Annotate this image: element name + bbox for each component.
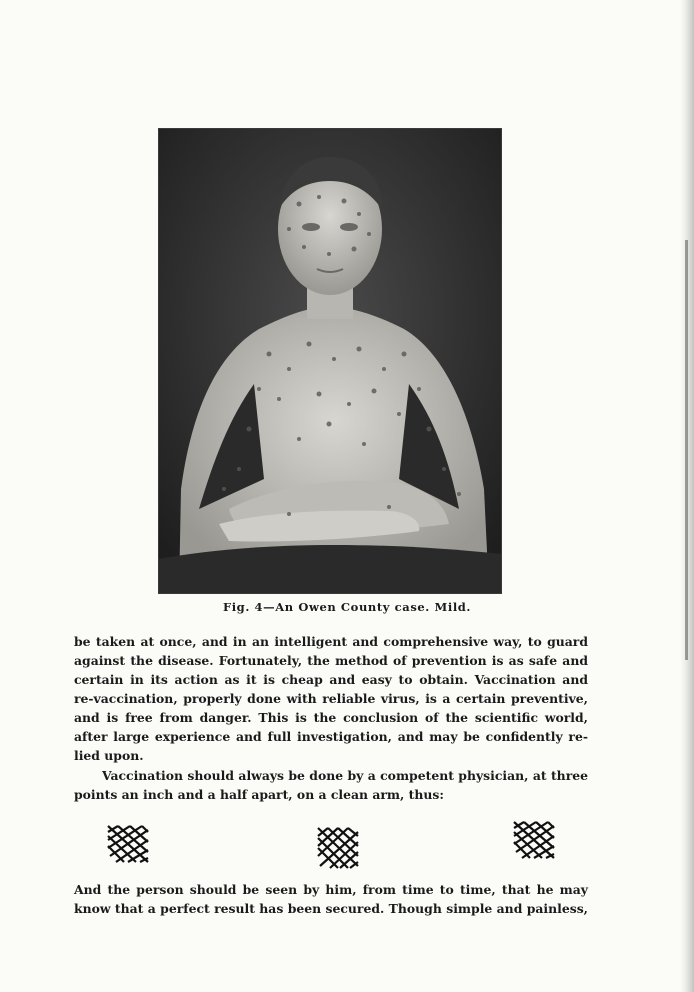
text-line: after large experience and full investigation, and may be confidently re- — [74, 729, 588, 744]
crosshatch-mark-icon — [512, 820, 556, 862]
text-line: against the disease. Fortunately, the method of prevention is as safe and — [74, 653, 588, 668]
crosshatch-mark-icon — [106, 824, 150, 866]
patient-photograph — [158, 128, 502, 594]
text-line: know that a perfect result has been secured. Though simple and painless, — [74, 901, 588, 916]
paragraph-3 — [74, 880, 588, 918]
crosshatch-mark-icon — [316, 826, 360, 870]
text-line: Vaccination should always be done by a competent physician, at three — [102, 768, 588, 783]
text-line: re-vaccination, properly done with reliable virus, is a certain preventive, — [74, 691, 588, 706]
photograph-illustration — [159, 129, 501, 593]
paragraph-1 — [74, 632, 588, 765]
text-line: lied upon. — [74, 748, 144, 763]
text-line: certain in its action as it is cheap and easy to obtain. Vaccination and — [74, 672, 588, 687]
text-line: points an inch and a half apart, on a clean arm, thus: — [74, 787, 444, 802]
text-line: be taken at once, and in an intelligent and comprehensive way, to guard — [74, 634, 588, 649]
page-edge-line — [685, 240, 688, 660]
vaccination-marks — [0, 820, 694, 870]
text-line: and is free from danger. This is the conclusion of the scientific world, — [74, 710, 588, 725]
paragraph-2 — [74, 766, 588, 804]
figure-caption: Fig. 4—An Owen County case. Mild. — [222, 600, 472, 614]
text-line: And the person should be seen by him, from time to time, that he may — [74, 882, 588, 897]
